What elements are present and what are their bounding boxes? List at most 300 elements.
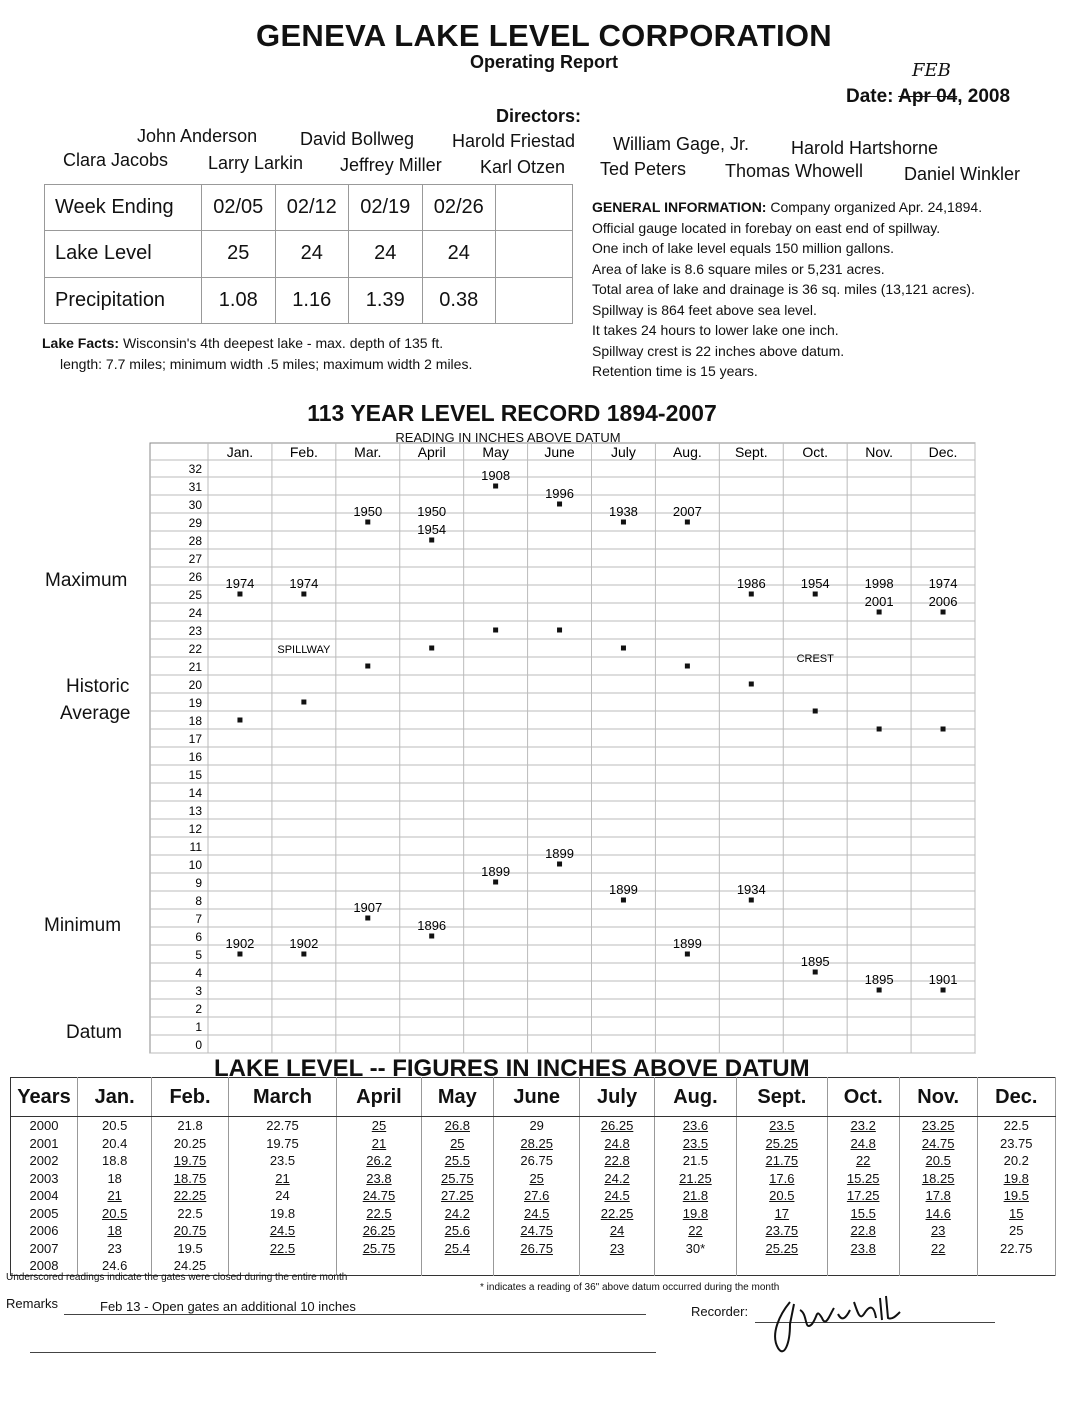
column-header: Oct. bbox=[827, 1078, 899, 1117]
maximum-year-label: 1986 bbox=[736, 576, 766, 591]
minimum-year-label: 1899 bbox=[608, 882, 638, 897]
level-cell: 26.75 bbox=[493, 1152, 579, 1170]
director-name: Larry Larkin bbox=[208, 153, 304, 173]
month-label: Mar. bbox=[354, 444, 382, 460]
remarks-line bbox=[64, 1314, 646, 1315]
y-tick-label: 28 bbox=[188, 534, 202, 548]
level-cell: 21 bbox=[228, 1170, 337, 1188]
level-cell: 25.75 bbox=[337, 1240, 421, 1258]
level-cell: 20.5 bbox=[78, 1117, 152, 1135]
level-cell: 29 bbox=[493, 1117, 579, 1135]
table-row bbox=[11, 1222, 1056, 1240]
level-cell bbox=[421, 1257, 493, 1275]
minimum-point bbox=[429, 934, 434, 939]
level-cell: 19.5 bbox=[977, 1187, 1055, 1205]
table-row bbox=[11, 1152, 1056, 1170]
level-cell: 23.2 bbox=[827, 1117, 899, 1135]
level-cell: 25.25 bbox=[737, 1135, 827, 1153]
row-label: Precipitation bbox=[45, 277, 202, 323]
level-cell: 20.5 bbox=[899, 1152, 977, 1170]
chart-title: 113 YEAR LEVEL RECORD 1894-2007 bbox=[307, 400, 717, 426]
table-body bbox=[11, 1117, 1056, 1276]
level-cell: 26.8 bbox=[421, 1117, 493, 1135]
minimum-point bbox=[237, 952, 242, 957]
level-cell: 30* bbox=[654, 1240, 736, 1258]
year-cell: 2004 bbox=[11, 1187, 78, 1205]
level-cell: 22.8 bbox=[580, 1152, 654, 1170]
maximum-point bbox=[365, 520, 370, 525]
row-label: Week Ending bbox=[45, 185, 202, 231]
row-label: Lake Level bbox=[45, 231, 202, 277]
maximum-point bbox=[301, 592, 306, 597]
level-cell: 22 bbox=[654, 1222, 736, 1240]
y-tick-label: 8 bbox=[195, 894, 202, 908]
y-tick-label: 13 bbox=[188, 804, 202, 818]
level-cell: 24.75 bbox=[337, 1187, 421, 1205]
general-info-line: Area of lake is 8.6 square miles or 5,231 acres. bbox=[592, 260, 885, 277]
level-cell: 20.2 bbox=[977, 1152, 1055, 1170]
maximum-year-label: 2001 bbox=[864, 594, 894, 609]
level-cell: 22 bbox=[827, 1152, 899, 1170]
level-cell: 24 bbox=[580, 1222, 654, 1240]
year-cell: 2003 bbox=[11, 1170, 78, 1188]
year-cell: 2001 bbox=[11, 1135, 78, 1153]
historic-average-point bbox=[941, 727, 946, 732]
level-cell: 26.25 bbox=[337, 1222, 421, 1240]
level-cell: 27.6 bbox=[493, 1187, 579, 1205]
general-info-line: Spillway crest is 22 inches above datum. bbox=[592, 342, 845, 359]
asterisk-note: * indicates a reading of 36" above datum occurred during the month bbox=[480, 1282, 780, 1293]
y-tick-label: 21 bbox=[188, 660, 202, 674]
minimum-point bbox=[941, 988, 946, 993]
level-cell: 19.8 bbox=[228, 1205, 337, 1223]
level-cell: 19.75 bbox=[228, 1135, 337, 1153]
table-row bbox=[11, 1205, 1056, 1223]
historic-average-point bbox=[557, 628, 562, 633]
month-label: July bbox=[611, 444, 636, 460]
column-header: Nov. bbox=[899, 1078, 977, 1117]
y-tick-label: 23 bbox=[188, 624, 202, 638]
minimum-point bbox=[365, 916, 370, 921]
level-cell: 22.8 bbox=[827, 1222, 899, 1240]
level-cell: 26.25 bbox=[580, 1117, 654, 1135]
date-year: , 2008 bbox=[957, 86, 1011, 107]
director-name: Thomas Whowell bbox=[725, 161, 864, 181]
historic-average-point bbox=[877, 727, 882, 732]
historic-average-point bbox=[813, 709, 818, 714]
maximum-year-label: 1950 bbox=[417, 504, 447, 519]
level-cell bbox=[899, 1257, 977, 1275]
minimum-point bbox=[877, 988, 882, 993]
week-date: 02/26 bbox=[422, 185, 496, 231]
year-cell: 2002 bbox=[11, 1152, 78, 1170]
historic-average-point bbox=[301, 700, 306, 705]
level-cell: 24.8 bbox=[580, 1135, 654, 1153]
minimum-year-label: 1901 bbox=[928, 972, 958, 987]
director-name: Harold Friestad bbox=[452, 131, 576, 151]
month-label: Jan. bbox=[226, 444, 254, 460]
level-cell: 24.75 bbox=[899, 1135, 977, 1153]
year-cell: 2005 bbox=[11, 1205, 78, 1223]
historic-average-point bbox=[493, 628, 498, 633]
minimum-year-label: 1907 bbox=[353, 900, 383, 915]
month-label: Sept. bbox=[734, 444, 768, 460]
year-cell: 2006 bbox=[11, 1222, 78, 1240]
level-cell: 23.25 bbox=[899, 1117, 977, 1135]
level-cell: 25.75 bbox=[421, 1170, 493, 1188]
maximum-point bbox=[429, 538, 434, 543]
general-info-line: Retention time is 15 years. bbox=[592, 363, 758, 379]
chart-subtitle: READING IN INCHES ABOVE DATUM bbox=[395, 430, 621, 445]
level-table-title: LAKE LEVEL -- FIGURES IN INCHES ABOVE DATUM bbox=[214, 1055, 810, 1082]
level-cell: 18.8 bbox=[78, 1152, 152, 1170]
month-label: May bbox=[482, 444, 509, 460]
minimum-year-label: 1895 bbox=[864, 972, 894, 987]
lake-facts-line: Wisconsin's 4th deepest lake - max. depth of 135 ft. bbox=[122, 335, 444, 351]
table-row bbox=[11, 1135, 1056, 1153]
level-cell: 23.75 bbox=[737, 1222, 827, 1240]
minimum-year-label: 1902 bbox=[225, 936, 255, 951]
level-cell: 18 bbox=[78, 1222, 152, 1240]
minimum-point bbox=[685, 952, 690, 957]
historic-average-point bbox=[365, 664, 370, 669]
minimum-point bbox=[301, 952, 306, 957]
maximum-year-label: 1954 bbox=[417, 522, 447, 537]
maximum-point bbox=[749, 592, 754, 597]
maximum-year-label: 1908 bbox=[481, 468, 511, 483]
level-cell: 24.75 bbox=[493, 1222, 579, 1240]
minimum-year-label: 1902 bbox=[289, 936, 319, 951]
level-cell: 21.8 bbox=[152, 1117, 228, 1135]
year-cell: 2008 bbox=[11, 1257, 78, 1275]
maximum-point bbox=[493, 484, 498, 489]
level-cell: 24.5 bbox=[228, 1222, 337, 1240]
level-cell bbox=[737, 1257, 827, 1275]
level-cell: 19.8 bbox=[654, 1205, 736, 1223]
level-cell: 22.75 bbox=[977, 1240, 1055, 1258]
level-cell: 24.25 bbox=[152, 1257, 228, 1275]
level-cell: 22.5 bbox=[228, 1240, 337, 1258]
minimum-year-label: 1934 bbox=[736, 882, 766, 897]
level-cell: 25 bbox=[493, 1170, 579, 1188]
week-date: 02/05 bbox=[202, 185, 276, 231]
level-cell: 28.25 bbox=[493, 1135, 579, 1153]
underscore-note: Underscored readings indicate the gates were closed during the entire month bbox=[6, 1272, 348, 1283]
date-struck-out: Apr 04 bbox=[898, 86, 958, 107]
director-name: Clara Jacobs bbox=[63, 150, 169, 170]
y-tick-label: 29 bbox=[188, 516, 202, 530]
director-name: Jeffrey Miller bbox=[340, 155, 442, 175]
level-cell: 17.6 bbox=[737, 1170, 827, 1188]
y-tick-label: 27 bbox=[188, 552, 202, 566]
level-cell: 24.5 bbox=[493, 1205, 579, 1223]
level-cell: 23 bbox=[580, 1240, 654, 1258]
column-header: June bbox=[493, 1078, 579, 1117]
level-label-average: Average bbox=[60, 703, 131, 724]
table-row bbox=[11, 1170, 1056, 1188]
level-cell: 24.5 bbox=[580, 1187, 654, 1205]
page-title: GENEVA LAKE LEVEL CORPORATION bbox=[256, 18, 832, 53]
lake-facts-label: Lake Facts: bbox=[42, 335, 120, 351]
level-cell: 21.5 bbox=[654, 1152, 736, 1170]
maximum-year-label: 1974 bbox=[225, 576, 255, 591]
level-cell: 17 bbox=[737, 1205, 827, 1223]
column-header: Jan. bbox=[78, 1078, 152, 1117]
level-cell: 15.25 bbox=[827, 1170, 899, 1188]
level-cell: 21.8 bbox=[654, 1187, 736, 1205]
level-cell: 24.2 bbox=[580, 1170, 654, 1188]
maximum-point bbox=[685, 520, 690, 525]
director-name: David Bollweg bbox=[300, 129, 415, 149]
level-cell: 24 bbox=[228, 1187, 337, 1205]
general-info-line: One inch of lake level equals 150 million gallons. bbox=[592, 240, 894, 256]
y-tick-label: 9 bbox=[195, 876, 202, 890]
level-cell bbox=[977, 1257, 1055, 1275]
y-tick-label: 25 bbox=[188, 588, 202, 602]
recorder-label: Recorder: bbox=[691, 1304, 749, 1319]
general-info-line: Official gauge located in forebay on east end of spillway. bbox=[592, 219, 941, 236]
column-header: Dec. bbox=[977, 1078, 1055, 1117]
y-tick-label: 2 bbox=[195, 1002, 202, 1016]
y-tick-label: 17 bbox=[188, 732, 202, 746]
general-info-line: Total area of lake and drainage is 36 sq. miles (13,121 acres). bbox=[592, 281, 975, 297]
level-cell: 22.5 bbox=[337, 1205, 421, 1223]
table-row bbox=[11, 1117, 1056, 1135]
minimum-year-label: 1899 bbox=[545, 846, 575, 861]
level-cell: 15 bbox=[977, 1205, 1055, 1223]
year-cell: 2000 bbox=[11, 1117, 78, 1135]
minimum-year-label: 1899 bbox=[672, 936, 702, 951]
precipitation-value: 1.16 bbox=[275, 277, 349, 323]
level-cell: 25.6 bbox=[421, 1222, 493, 1240]
y-tick-label: 16 bbox=[188, 750, 202, 764]
y-tick-label: 19 bbox=[188, 696, 202, 710]
level-cell: 23 bbox=[899, 1222, 977, 1240]
director-name: William Gage, Jr. bbox=[613, 134, 750, 154]
minimum-year-label: 1896 bbox=[417, 918, 447, 933]
level-cell: 22.25 bbox=[152, 1187, 228, 1205]
level-cell: 25 bbox=[337, 1117, 421, 1135]
month-label: Feb. bbox=[289, 444, 318, 460]
maximum-point bbox=[813, 592, 818, 597]
level-cell bbox=[337, 1257, 421, 1275]
minimum-point bbox=[749, 898, 754, 903]
table-row bbox=[11, 1240, 1056, 1258]
column-header: Years bbox=[11, 1078, 78, 1117]
y-tick-label: 12 bbox=[188, 822, 202, 836]
level-cell: 25.5 bbox=[421, 1152, 493, 1170]
level-cell: 20.5 bbox=[737, 1187, 827, 1205]
level-cell: 24.6 bbox=[78, 1257, 152, 1275]
page-subtitle: Operating Report bbox=[469, 52, 618, 72]
level-label-datum: Datum bbox=[66, 1022, 122, 1043]
level-cell: 23.5 bbox=[737, 1117, 827, 1135]
level-cell: 21.25 bbox=[654, 1170, 736, 1188]
y-tick-label: 4 bbox=[195, 966, 202, 980]
level-cell: 23.75 bbox=[977, 1135, 1055, 1153]
level-cell: 24.2 bbox=[421, 1205, 493, 1223]
y-tick-label: 30 bbox=[188, 498, 202, 512]
level-cell: 21 bbox=[78, 1187, 152, 1205]
y-tick-label: 18 bbox=[188, 714, 202, 728]
minimum-point bbox=[493, 880, 498, 885]
y-tick-label: 6 bbox=[195, 930, 202, 944]
column-header: Feb. bbox=[152, 1078, 228, 1117]
lake-level-value: 24 bbox=[275, 231, 349, 277]
historic-average-point bbox=[429, 646, 434, 651]
general-info-line: Spillway is 864 feet above sea level. bbox=[592, 301, 817, 318]
maximum-point bbox=[877, 610, 882, 615]
level-cell: 20.25 bbox=[152, 1135, 228, 1153]
y-tick-label: 0 bbox=[195, 1038, 202, 1052]
level-cell: 23.5 bbox=[654, 1135, 736, 1153]
minimum-point bbox=[557, 862, 562, 867]
maximum-year-label: 1938 bbox=[608, 504, 638, 519]
minimum-year-label: 1899 bbox=[481, 864, 511, 879]
month-label: Dec. bbox=[928, 444, 958, 460]
level-cell: 20.4 bbox=[78, 1135, 152, 1153]
level-cell bbox=[654, 1257, 736, 1275]
table-row bbox=[11, 1187, 1056, 1205]
level-cell: 14.6 bbox=[899, 1205, 977, 1223]
month-label: Nov. bbox=[865, 444, 893, 460]
precipitation-value: 1.39 bbox=[349, 277, 423, 323]
recorder-signature bbox=[760, 1284, 910, 1364]
level-cell: 22 bbox=[899, 1240, 977, 1258]
maximum-year-label: 1950 bbox=[353, 504, 383, 519]
handwritten-month: FEB bbox=[912, 60, 951, 81]
level-cell bbox=[580, 1257, 654, 1275]
level-cell bbox=[827, 1257, 899, 1275]
director-name: Ted Peters bbox=[600, 159, 687, 179]
year-cell: 2007 bbox=[11, 1240, 78, 1258]
level-cell: 19.5 bbox=[152, 1240, 228, 1258]
crest-annotation: CREST bbox=[796, 653, 834, 665]
level-cell: 23.8 bbox=[827, 1240, 899, 1258]
historic-average-point bbox=[685, 664, 690, 669]
month-label: June bbox=[544, 444, 575, 460]
level-cell: 17.8 bbox=[899, 1187, 977, 1205]
level-cell: 18.75 bbox=[152, 1170, 228, 1188]
maximum-year-label: 2007 bbox=[672, 504, 702, 519]
column-header: April bbox=[337, 1078, 421, 1117]
level-cell: 21.75 bbox=[737, 1152, 827, 1170]
maximum-year-label: 2006 bbox=[928, 594, 958, 609]
maximum-year-label: 1996 bbox=[545, 486, 575, 501]
level-cell: 19.75 bbox=[152, 1152, 228, 1170]
maximum-year-label: 1974 bbox=[289, 576, 319, 591]
directors-heading: Directors: bbox=[496, 106, 582, 126]
remarks-line bbox=[30, 1352, 656, 1353]
level-cell: 20.75 bbox=[152, 1222, 228, 1240]
maximum-year-label: 1974 bbox=[928, 576, 958, 591]
minimum-point bbox=[813, 970, 818, 975]
y-tick-label: 26 bbox=[188, 570, 202, 584]
lake-level-value: 25 bbox=[202, 231, 276, 277]
general-info-label: GENERAL INFORMATION: bbox=[592, 199, 767, 215]
column-header: July bbox=[580, 1078, 654, 1117]
director-name: Karl Otzen bbox=[480, 157, 566, 177]
level-cell: 23 bbox=[78, 1240, 152, 1258]
level-cell: 21 bbox=[337, 1135, 421, 1153]
month-label: Oct. bbox=[802, 444, 829, 460]
historic-average-point bbox=[621, 646, 626, 651]
column-header: Aug. bbox=[654, 1078, 736, 1117]
level-cell: 19.8 bbox=[977, 1170, 1055, 1188]
level-cell: 23.8 bbox=[337, 1170, 421, 1188]
director-name: Harold Hartshorne bbox=[791, 138, 939, 158]
week-date: 02/19 bbox=[349, 185, 423, 231]
level-cell: 18 bbox=[78, 1170, 152, 1188]
level-cell: 25.25 bbox=[737, 1240, 827, 1258]
level-cell: 17.25 bbox=[827, 1187, 899, 1205]
level-cell: 22.5 bbox=[152, 1205, 228, 1223]
level-cell: 26.2 bbox=[337, 1152, 421, 1170]
week-date: 02/12 bbox=[275, 185, 349, 231]
column-header: Sept. bbox=[737, 1078, 827, 1117]
historic-average-point bbox=[749, 682, 754, 687]
maximum-point bbox=[941, 610, 946, 615]
chart-frame bbox=[150, 443, 975, 1053]
general-info-line: It takes 24 hours to lower lake one inch. bbox=[592, 322, 839, 338]
minimum-year-label: 1895 bbox=[800, 954, 830, 969]
table-header-row bbox=[11, 1078, 1056, 1117]
remarks-label: Remarks bbox=[6, 1296, 59, 1311]
level-cell bbox=[493, 1257, 579, 1275]
date-label: Date: bbox=[846, 86, 894, 107]
level-cell: 23.6 bbox=[654, 1117, 736, 1135]
y-tick-label: 15 bbox=[188, 768, 202, 782]
level-cell: 15.5 bbox=[827, 1205, 899, 1223]
maximum-point bbox=[621, 520, 626, 525]
level-cell: 20.5 bbox=[78, 1205, 152, 1223]
level-label-minimum: Minimum bbox=[44, 915, 122, 936]
level-cell: 27.25 bbox=[421, 1187, 493, 1205]
lake-level-table bbox=[10, 1077, 1056, 1276]
level-cell: 23.5 bbox=[228, 1152, 337, 1170]
level-cell: 18.25 bbox=[899, 1170, 977, 1188]
precipitation-value: 0.38 bbox=[422, 277, 496, 323]
precipitation-value: 1.08 bbox=[202, 277, 276, 323]
y-tick-label: 10 bbox=[188, 858, 202, 872]
minimum-point bbox=[621, 898, 626, 903]
general-info-line: Company organized Apr. 24,1894. bbox=[770, 199, 983, 215]
y-tick-label: 32 bbox=[188, 462, 202, 476]
director-name: John Anderson bbox=[137, 126, 258, 146]
level-cell: 25.4 bbox=[421, 1240, 493, 1258]
level-label-historic: Historic bbox=[66, 676, 130, 697]
y-tick-label: 1 bbox=[195, 1020, 202, 1034]
level-cell: 25 bbox=[421, 1135, 493, 1153]
y-tick-label: 3 bbox=[195, 984, 202, 998]
y-tick-label: 22 bbox=[188, 642, 202, 656]
spillway-annotation: SPILLWAY bbox=[277, 644, 331, 656]
y-tick-label: 31 bbox=[188, 480, 202, 494]
director-name: Daniel Winkler bbox=[904, 164, 1021, 184]
maximum-year-label: 1998 bbox=[864, 576, 894, 591]
remarks-text: Feb 13 - Open gates an additional 10 inches bbox=[100, 1299, 356, 1314]
y-tick-label: 14 bbox=[188, 786, 202, 800]
lake-level-value: 24 bbox=[422, 231, 496, 277]
level-cell: 24.8 bbox=[827, 1135, 899, 1153]
maximum-year-label: 1954 bbox=[800, 576, 830, 591]
y-tick-label: 20 bbox=[188, 678, 202, 692]
level-cell: 22.25 bbox=[580, 1205, 654, 1223]
level-cell: 22.5 bbox=[977, 1117, 1055, 1135]
lake-facts-line: length: 7.7 miles; minimum width .5 miles; maximum width 2 miles. bbox=[60, 356, 473, 372]
level-label-maximum: Maximum bbox=[45, 570, 128, 591]
level-cell: 22.75 bbox=[228, 1117, 337, 1135]
